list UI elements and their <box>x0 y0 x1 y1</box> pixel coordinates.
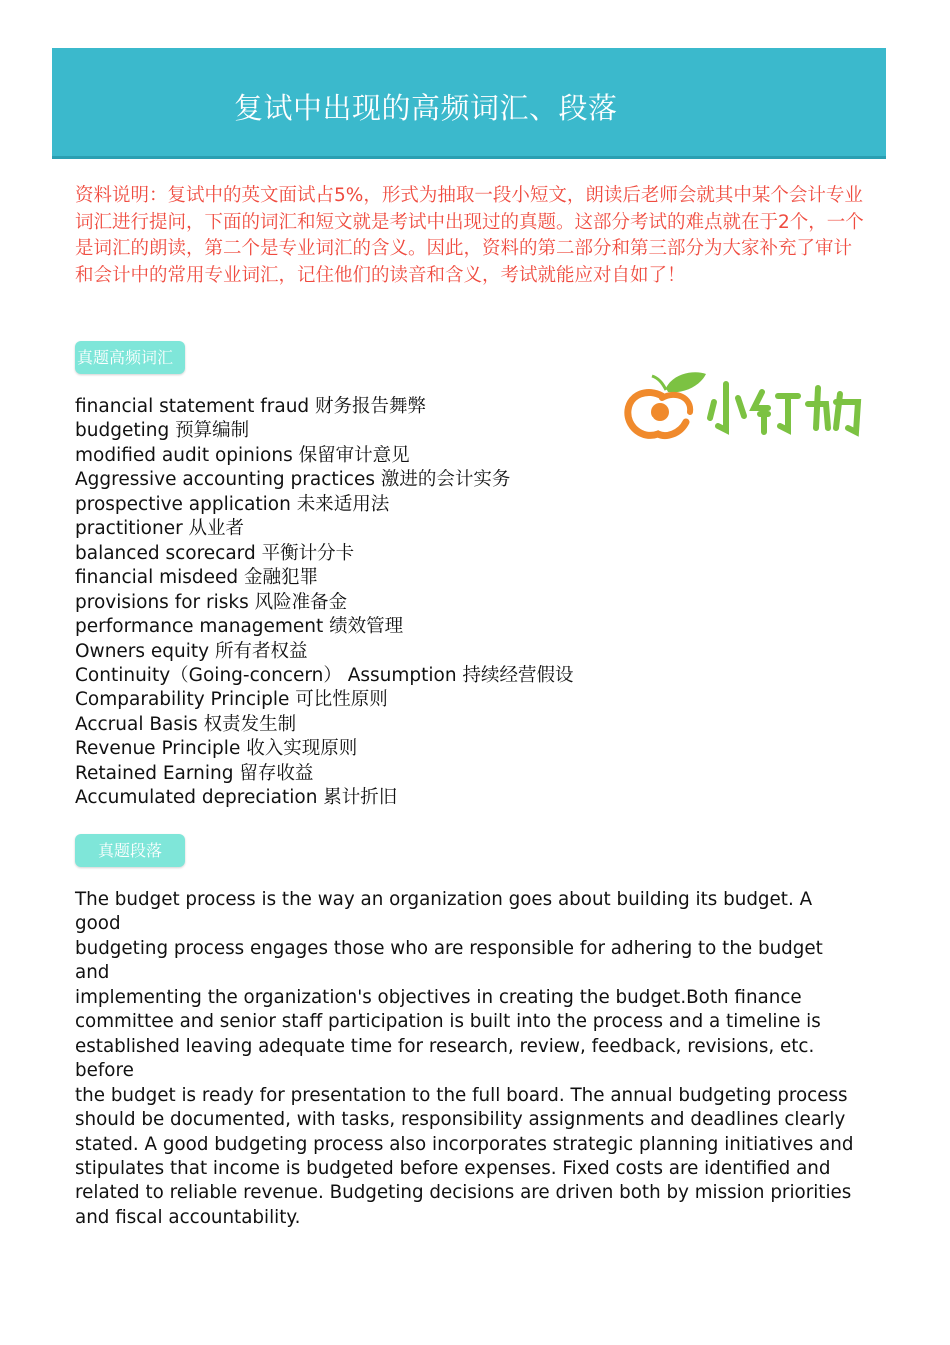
passage-line: stipulates that income is budgeted before expenses. Fixed costs are identified and <box>75 1157 831 1179</box>
vocab-item: practitioner 从业者 <box>75 518 245 540</box>
vocab-item: Accrual Basis 权责发生制 <box>75 713 297 735</box>
vocab-item: financial statement fraud 财务报告舞弊 <box>75 396 427 417</box>
section-tag-passage: 真题段落 <box>75 834 185 867</box>
vocab-item: modified audit opinions 保留审计意见 <box>75 444 410 466</box>
vocab-item: Owners equity 所有者权益 <box>75 640 308 662</box>
vocab-item: Revenue Principle 收入实现原则 <box>75 738 358 760</box>
reading-passage <box>75 888 855 1230</box>
intro-note: 资料说明：复试中的英文面试占5%，形式为抽取一段小短文，朗读后老师会就其中某个会计专业词汇进行提问，下面的词汇和短文就是考试中出现过的真题。这部分考试的难点就在于2个，一个是词汇的朗读，第二个是专业词汇的含义。因此，资料的第二部分和第三部分为大家补充了审计和会计中的常用专业词汇，记住他们的读音和含义，考试就能应对自如了！ <box>75 185 864 286</box>
passage-line: The budget process is the way an organization goes about building its budget. A good <box>75 889 813 935</box>
passage-line: budgeting process engages those who are responsible for adhering to the budget and <box>75 937 823 984</box>
passage-line: committee and senior staff participation is built into the process and a timeline is <box>75 1011 821 1033</box>
passage-line: established leaving adequate time for research, review, feedback, revisions, etc. before <box>75 1035 815 1082</box>
vocabulary-list <box>75 395 573 811</box>
vocab-item: financial misdeed 金融犯罪 <box>75 567 319 589</box>
passage-line: stated. A good budgeting process also incorporates strategic planning initiatives and <box>75 1133 854 1155</box>
section-tag-vocabulary: 真题高频词汇 <box>75 341 185 374</box>
vocab-item: budgeting 预算编制 <box>75 420 250 442</box>
vocab-item: Comparability Principle 可比性原则 <box>75 689 388 711</box>
vocab-item: prospective application 未来适用法 <box>75 493 390 515</box>
passage-line: implementing the organization's objectives in creating the budget.Both finance <box>75 986 802 1008</box>
brand-logo <box>622 368 867 444</box>
vocab-item: provisions for risks 风险准备金 <box>75 591 348 613</box>
vocab-item: Retained Earning 留存收益 <box>75 762 314 784</box>
passage-line: should be documented, with tasks, responsibility assignments and deadlines clearly <box>75 1109 846 1131</box>
passage-line: and fiscal accountability. <box>75 1206 301 1228</box>
page-title: 复试中出现的高频词汇、段落 <box>234 91 618 125</box>
header-banner <box>52 48 886 159</box>
vocab-item: Continuity（Going-concern） Assumption 持续经营假设 <box>75 664 574 686</box>
vocab-item: Aggressive accounting practices 激进的会计实务 <box>75 469 511 491</box>
passage-line: related to reliable revenue. Budgeting decisions are driven both by mission priorities <box>75 1182 852 1204</box>
vocab-item: performance management 绩效管理 <box>75 616 404 638</box>
vocab-item: Accumulated depreciation 累计折旧 <box>75 787 398 809</box>
apple-leaf-logo-icon <box>622 368 867 444</box>
passage-line: the budget is ready for presentation to the full board. The annual budgeting process <box>75 1084 848 1106</box>
vocab-item: balanced scorecard 平衡计分卡 <box>75 542 355 564</box>
